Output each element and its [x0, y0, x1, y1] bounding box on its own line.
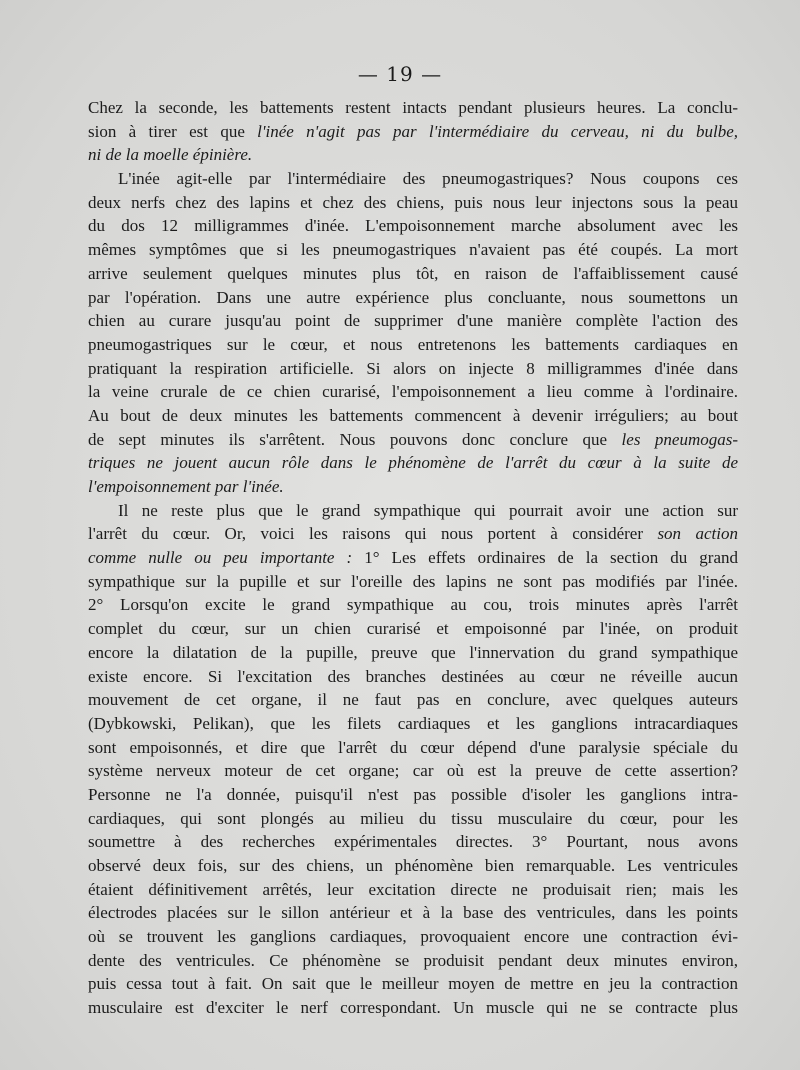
text-line: arrive seulement quelques minutes plus tôt, en raison de l'affaiblissement causé: [88, 263, 738, 283]
text-line: la veine crurale de ce chien curarisé, l'empoisonnement a lieu comme à l'ordinaire.: [88, 382, 738, 402]
text-segment: l'arrêt du cœur. Or, voici les raisons qui nous portent à considérer: [88, 524, 658, 544]
text-segment: 1° Les effets ordinaires de la section du grand: [364, 548, 739, 568]
text-line: Au bout de deux minutes les battements commencent à devenir irréguliers; au bout: [88, 405, 738, 425]
text-line: où se trouvent les ganglions cardiaques, provoquaient encore une contraction évi-: [88, 927, 738, 947]
text-line: [88, 522, 738, 546]
text-line: puis cessa tout à fait. On sait que le meilleur moyen de mettre en jeu la contraction: [88, 974, 738, 994]
text-line: pratiquant la respiration artificielle. Si alors on injecte 8 milligrammes d'inée dans: [88, 358, 738, 378]
body-text: [88, 96, 738, 1020]
text-segment: sion à tirer est que: [88, 121, 258, 141]
page-number: — 19 —: [357, 62, 443, 86]
text-line: chien au curare jusqu'au point de supprimer d'une manière complète l'action des: [88, 311, 738, 331]
text-line: [88, 546, 738, 570]
text-line: étaient définitivement arrêtés, leur excitation directe ne produisait rien; mais les: [88, 879, 738, 899]
italic-segment: l'empoisonnement par l'inée.: [88, 477, 284, 496]
text-line: dente des ventricules. Ce phénomène se produisit pendant deux minutes environ,: [88, 950, 738, 970]
italic-segment: l'inée n'agit pas par l'intermédiaire du cerveau, ni du bulbe,: [257, 121, 738, 141]
text-line: musculaire est d'exciter le nerf correspondant. Un muscle qui ne se contracte plus: [88, 998, 738, 1018]
text-line: [88, 451, 738, 475]
text-line: système nerveux moteur de cet organe; car où est la preuve de cette assertion?: [88, 761, 738, 781]
text-line: [88, 143, 738, 167]
text-line: complet du cœur, sur un chien curarisé et empoisonné par l'inée, on produit: [88, 619, 738, 639]
text-line: sympathique sur la pupille et sur l'oreille des lapins ne sont pas modifiés par l'inée.: [88, 571, 738, 591]
text-line: (Dybkowski, Pelikan), que les filets cardiaques et les ganglions intracardiaques: [88, 713, 738, 733]
text-line: Chez la seconde, les battements restent intacts pendant plusieurs heures. La conclu-: [88, 98, 738, 117]
text-line: électrodes placées sur le sillon antérieur et à la base des ventricules, dans les points: [88, 903, 738, 923]
text-line: deux nerfs chez des lapins et chez des chiens, puis nous leur injectons sous la peau: [88, 192, 738, 212]
text-line: [88, 475, 738, 499]
text-line: mêmes symptômes que si les pneumogastriques n'avaient pas été coupés. La mort: [88, 240, 738, 260]
text-line: mouvement de cet organe, il ne faut pas en conclure, avec quelques auteurs: [88, 690, 738, 710]
text-segment: de sept minutes ils s'arrêtent. Nous pouvons donc conclure que: [88, 429, 622, 449]
text-line: L'inée agit-elle par l'intermédiaire des pneumogastriques? Nous coupons ces: [118, 169, 738, 189]
text-line: encore la dilatation de la pupille, preuve que l'innervation du grand sympathique: [88, 642, 738, 662]
text-line: Personne ne l'a donnée, puisqu'il n'est pas possible d'isoler les ganglions intra-: [88, 784, 738, 804]
italic-segment: triques ne jouent aucun rôle dans le phénomène de l'arrêt du cœur à la suite de: [88, 453, 738, 473]
italic-segment: ni de la moelle épinière.: [88, 145, 253, 165]
text-line: pneumogastriques sur le cœur, et nous entretenons les battements cardiaques en: [88, 334, 738, 354]
text-line: [88, 120, 738, 144]
text-line: cardiaques, qui sont plongés au milieu du tissu musculaire du cœur, pour les: [88, 808, 738, 828]
text-line: soumettre à des recherches expérimentales directes. 3° Pourtant, nous avons: [88, 832, 738, 852]
text-line: 2° Lorsqu'on excite le grand sympathique au cou, trois minutes après l'arrêt: [88, 595, 738, 615]
text-line: existe encore. Si l'excitation des branches destinées au cœur ne réveille aucun: [88, 666, 738, 686]
text-line: observé deux fois, sur des chiens, un phénomène bien remarquable. Les ventricules: [88, 856, 738, 875]
italic-segment: les pneumogas-: [621, 429, 739, 449]
text-line: Il ne reste plus que le grand sympathique qui pourrait avoir une action sur: [118, 500, 738, 520]
italic-segment: comme nulle ou peu importante :: [88, 548, 365, 568]
text-line: par l'opération. Dans une autre expérience plus concluante, nous soumettons un: [88, 287, 738, 307]
text-line: sont empoisonnés, et dire que l'arrêt du cœur dépend d'une paralysie spéciale du: [88, 737, 738, 757]
text-line: du dos 12 milligrammes d'inée. L'empoisonnement marche absolument avec les: [88, 216, 738, 236]
italic-segment: son action: [657, 524, 738, 544]
text-line: [88, 428, 738, 452]
